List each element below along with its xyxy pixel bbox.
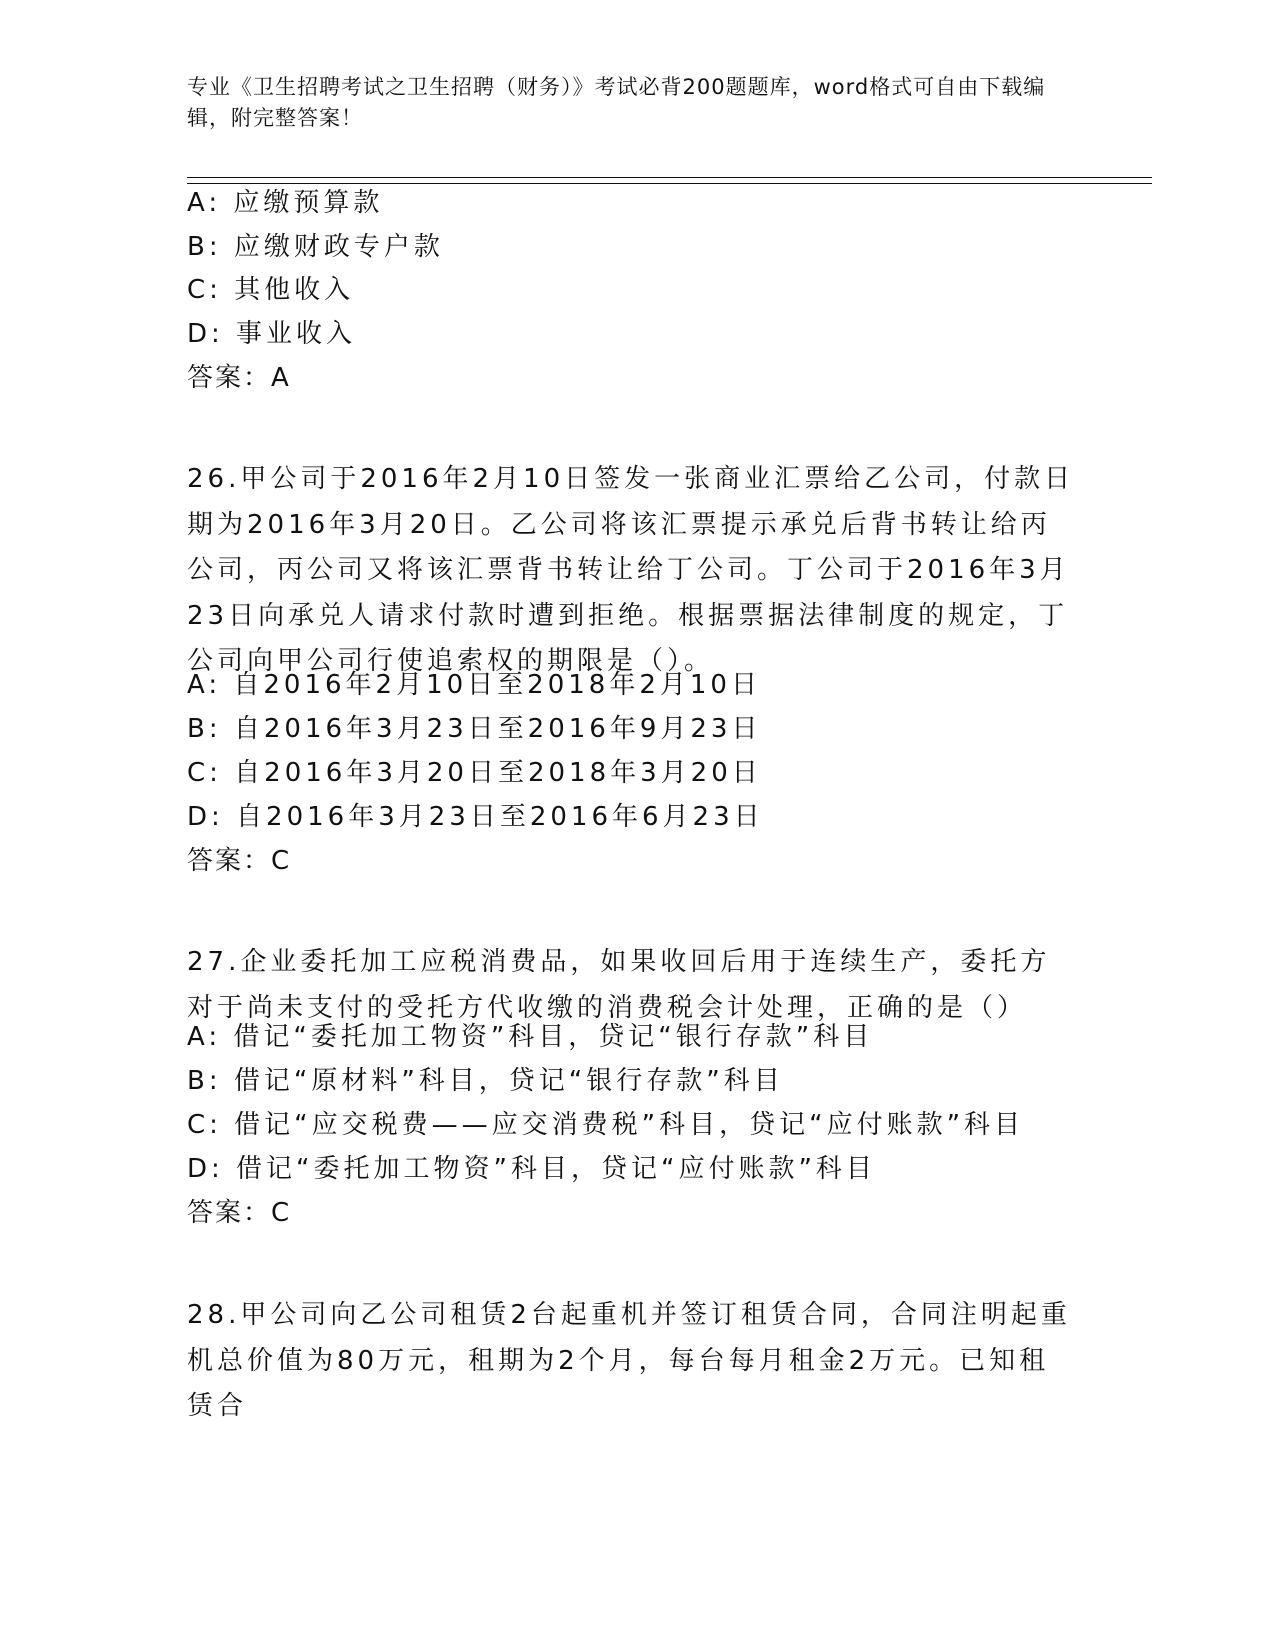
q26-option-b: B: 自2016年3月23日至2016年9月23日 bbox=[187, 714, 762, 744]
q25-option-c: C: 其他收入 bbox=[187, 275, 355, 305]
q26-option-d: D: 自2016年3月23日至2016年6月23日 bbox=[187, 802, 764, 832]
q26-option-c: C: 自2016年3月20日至2018年3月20日 bbox=[187, 758, 762, 788]
q27-option-c: C: 借记“应交税费——应交消费税”科目，贷记“应付账款”科目 bbox=[187, 1110, 1025, 1140]
page-header: 专业《卫生招聘考试之卫生招聘（财务）》考试必背200题题库，word格式可自由下载编辑，附完整答案！ bbox=[187, 75, 1046, 130]
q27-option-d: D: 借记“委托加工物资”科目，贷记“应付账款”科目 bbox=[187, 1154, 876, 1184]
q25-option-a: A: 应缴预算款 bbox=[187, 188, 384, 218]
q26-answer: 答案：C bbox=[187, 846, 292, 876]
q28-stem: 28.甲公司向乙公司租赁2台起重机并签订租赁合同，合同注明起重机总价值为80万元，租期为2个月，每台每月租金2万元。已知租赁合 bbox=[187, 1300, 1071, 1422]
q27-stem: 27.企业委托加工应税消费品，如果收回后用于连续生产，委托方对于尚未支付的受托方代收缴的消费税会计处理，正确的是（） bbox=[187, 947, 1051, 1023]
q26-option-a: A: 自2016年2月10日至2018年2月10日 bbox=[187, 670, 761, 700]
q26-stem: 26.甲公司于2016年2月10日签发一张商业汇票给乙公司，付款日期为2016年3月20日。乙公司将该汇票提示承兑后背书转让给丙公司，丙公司又将该汇票背书转让给丁公司。丁公司于2016年3月23日向承兑人请求付款时遭到拒绝。根据票据法律制度的规定，丁公司向甲公司行使追索权的期限是（）。 bbox=[187, 464, 1075, 677]
header-divider bbox=[187, 177, 1152, 178]
q25-option-d: D: 事业收入 bbox=[187, 319, 357, 349]
q25-answer: 答案：A bbox=[187, 363, 291, 393]
q25-option-b: B: 应缴财政专户款 bbox=[187, 232, 444, 262]
q27-option-b: B: 借记“原材料”科目，贷记“银行存款”科目 bbox=[187, 1066, 784, 1096]
q27-option-a: A: 借记“委托加工物资”科目，贷记“银行存款”科目 bbox=[187, 1022, 874, 1052]
q27-answer: 答案：C bbox=[187, 1198, 292, 1228]
